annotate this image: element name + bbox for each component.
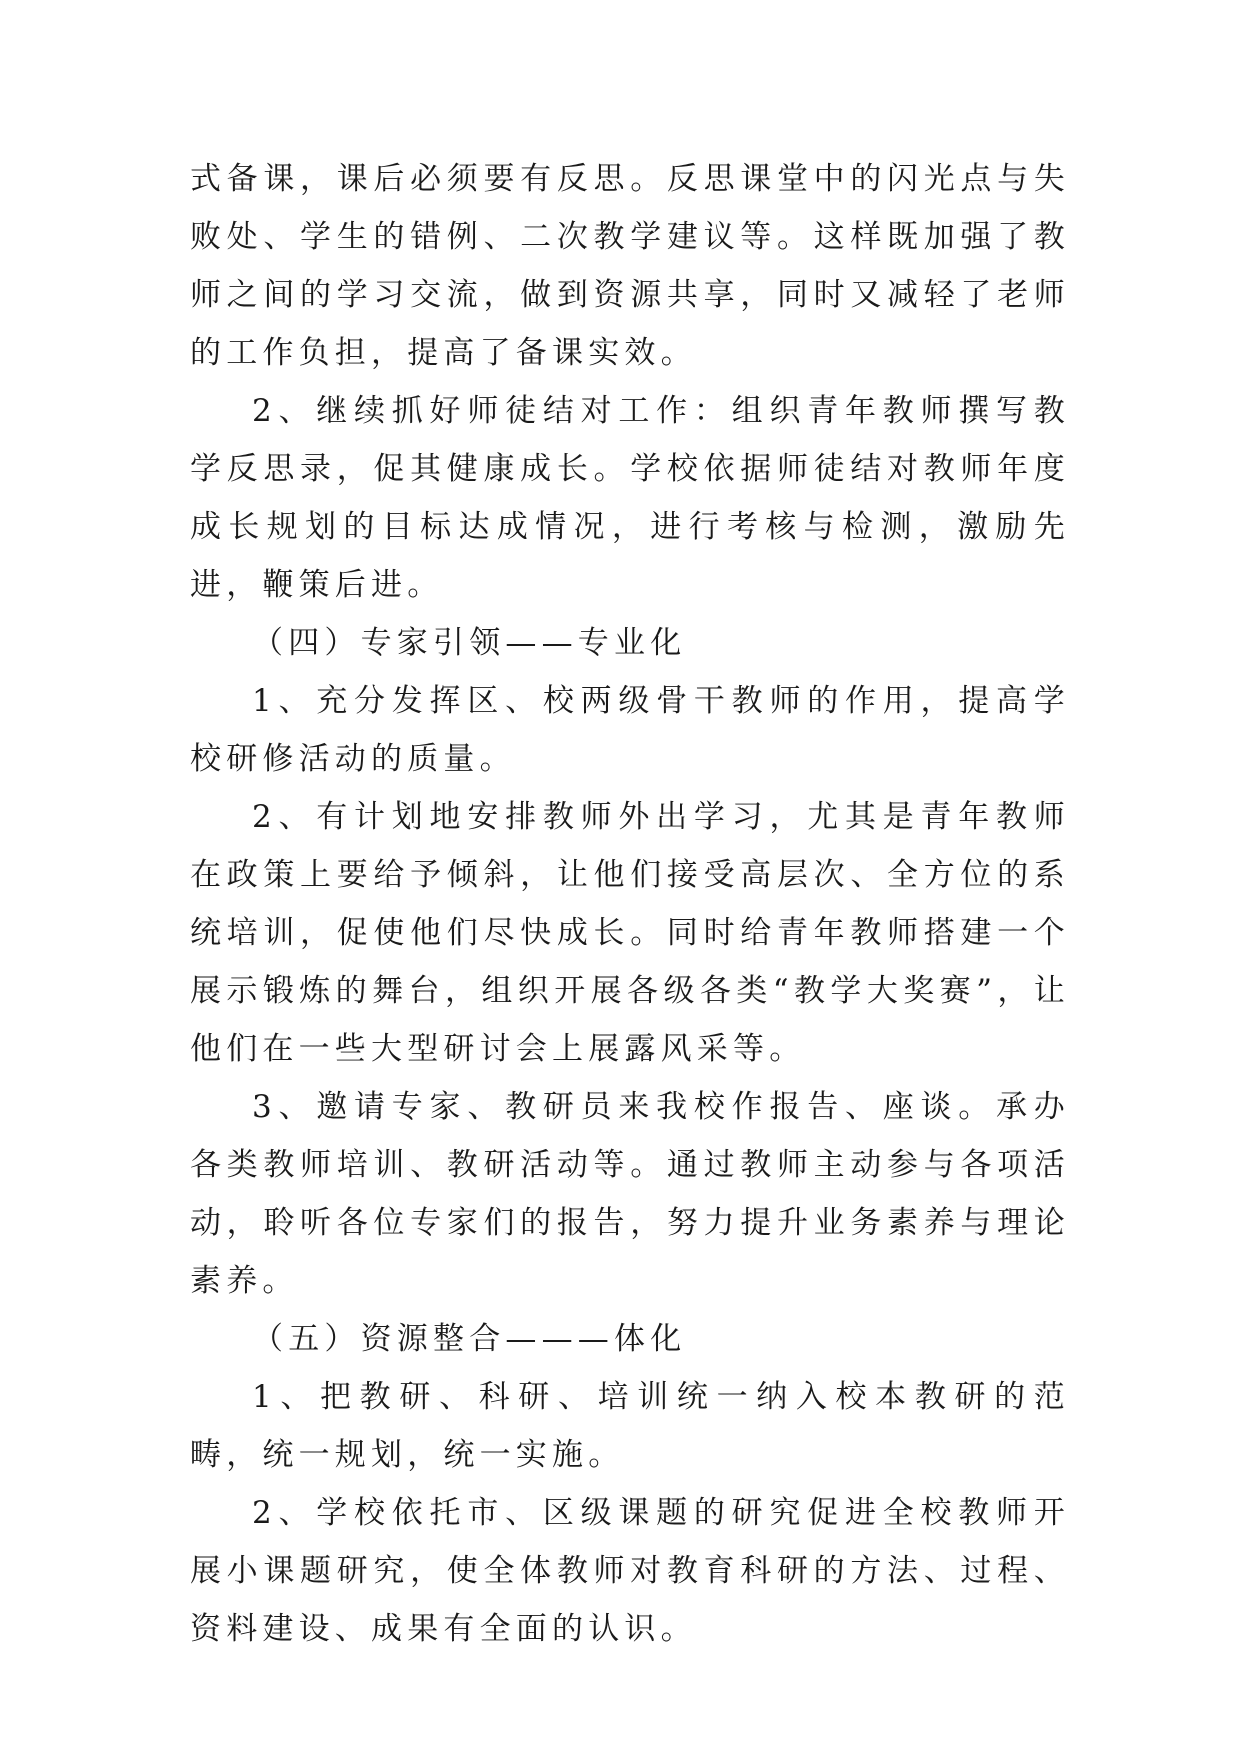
paragraph-continued-lesson-prep: 式备课，课后必须要有反思。反思课堂中的闪光点与失败处、学生的错例、二次教学建议等。这样既加强了教师之间的学习交流，做到资源共享，同时又减轻了老师的工作负担，提高了备课实效。 [190,161,1070,371]
section-heading-expert-guidance: （四）专家引领——专业化 [252,625,687,661]
paragraph-unified-planning: 1、把教研、科研、培训统一纳入校本教研的范畴，统一规划，统一实施。 [190,1379,1070,1473]
document-body [190,150,1070,1658]
paragraph-mentor-pairing: 2、继续抓好师徒结对工作：组织青年教师撰写教学反思录，促其健康成长。学校依据师徒结对教师年度成长规划的目标达成情况，进行考核与检测，激励先进，鞭策后进。 [190,393,1070,603]
paragraph-backbone-teachers: 1、充分发挥区、校两级骨干教师的作用，提高学校研修活动的质量。 [190,683,1070,777]
section-heading-resource-integration: （五）资源整合———体化 [252,1321,687,1357]
paragraph-small-topic-research: 2、学校依托市、区级课题的研究促进全校教师开展小课题研究，使全体教师对教育科研的方法、过程、资料建设、成果有全面的认识。 [190,1495,1070,1647]
paragraph-external-learning: 2、有计划地安排教师外出学习，尤其是青年教师在政策上要给予倾斜，让他们接受高层次、全方位的系统培训，促使他们尽快成长。同时给青年教师搭建一个展示锻炼的舞台，组织开展各级各类“教学大奖赛”，让他们在一些大型研讨会上展露风采等。 [190,799,1070,1067]
paragraph-invite-experts: 3、邀请专家、教研员来我校作报告、座谈。承办各类教师培训、教研活动等。通过教师主动参与各项活动，聆听各位专家们的报告，努力提升业务素养与理论素养。 [190,1089,1070,1299]
